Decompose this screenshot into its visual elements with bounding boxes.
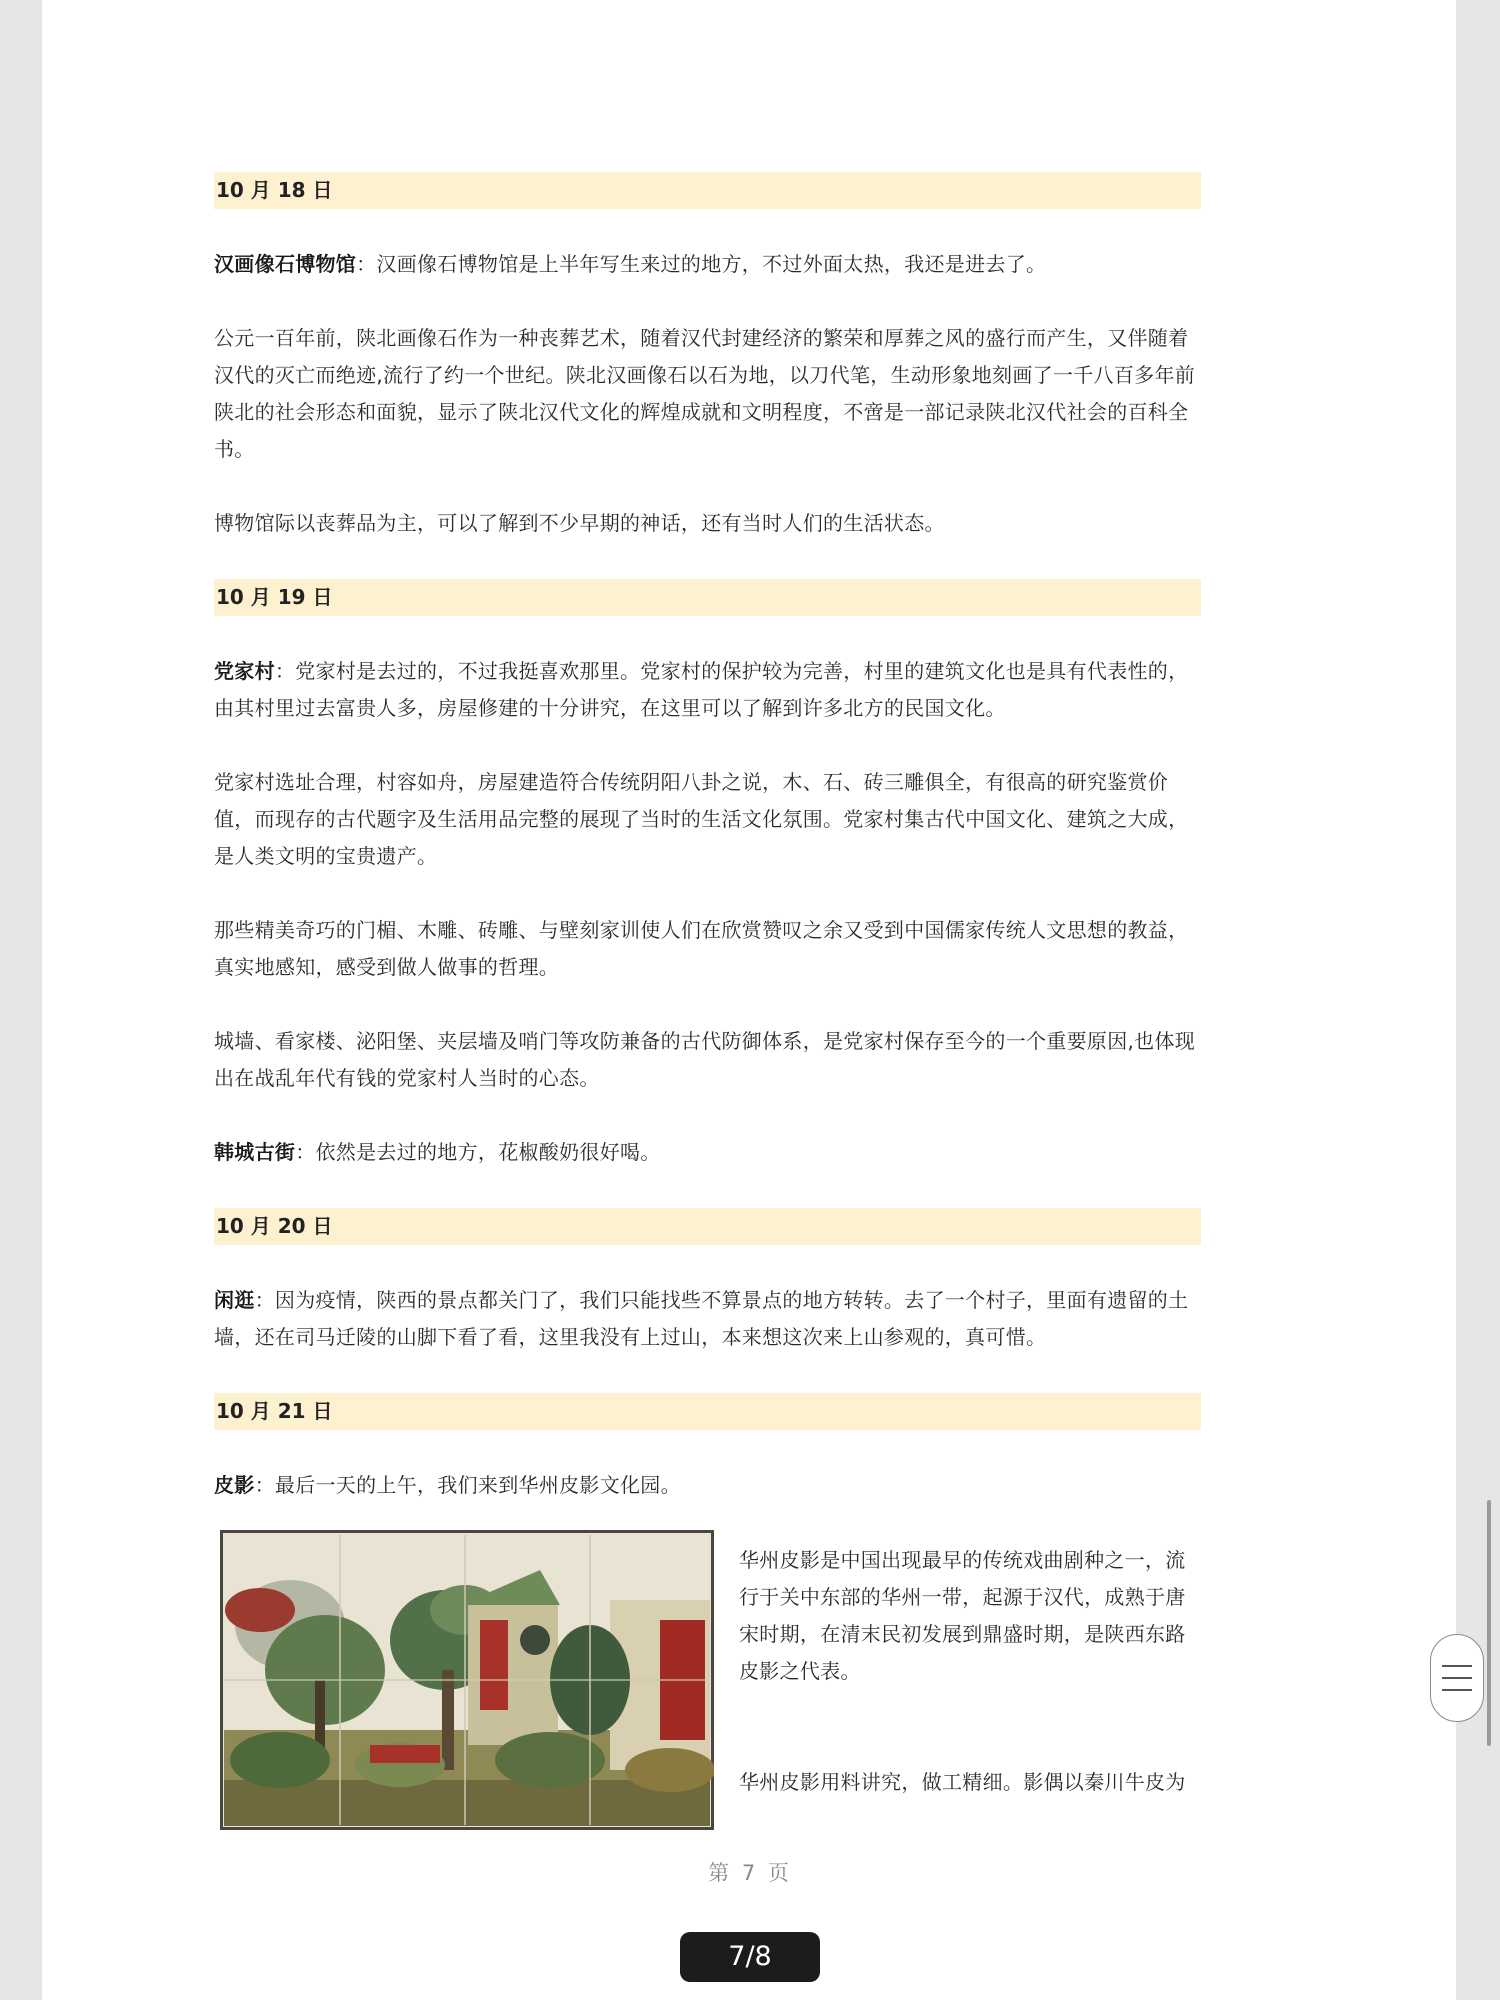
shadow-puppet-image xyxy=(220,1530,714,1830)
paragraph-text: 党家村选址合理，村容如舟，房屋建造符合传统阴阳八卦之说，木、石、砖三雕俱全，有很高的研究鉴赏价值，而现存的古代题字及生活用品完整的展现了当时的生活文化氛围。党家村集古代中国文化、建筑之大成，是人类文明的宝贵遗产。 xyxy=(214,770,1189,868)
paragraph xyxy=(214,653,1201,727)
paragraph xyxy=(214,912,1201,986)
paragraph-text: ：最后一天的上午，我们来到华州皮影文化园。 xyxy=(254,1473,681,1497)
paragraph: 华州皮影是中国出现最早的传统戏曲剧种之一，流行于关中东部的华州一带，起源于汉代，成熟于唐宋时期，在清末民初发展到鼎盛时期，是陕西东路皮影之代表。 xyxy=(739,1548,1186,1683)
date-header: 10 月 21 日 xyxy=(214,1393,1201,1430)
scrollbar-thumb[interactable] xyxy=(1487,1500,1491,1746)
paragraph xyxy=(214,1134,1201,1171)
paragraph: 华州皮影用料讲究，做工精细。影偶以秦川牛皮为 xyxy=(739,1770,1186,1794)
paragraph-text: 城墙、看家楼、泌阳堡、夹层墙及哨门等攻防兼备的古代防御体系，是党家村保存至今的一个重要原因,也体现出在战乱年代有钱的党家村人当时的心态。 xyxy=(214,1029,1196,1090)
page-number-label: 第 7 页 xyxy=(708,1861,792,1885)
paragraph xyxy=(214,1467,1201,1504)
paragraph xyxy=(214,1023,1201,1097)
paragraph xyxy=(214,246,1201,283)
paragraph-heading: 汉画像石博物馆 xyxy=(214,252,357,276)
menu-icon xyxy=(1442,1677,1472,1679)
paragraph xyxy=(214,764,1201,875)
paragraph-text: ：依然是去过的地方，花椒酸奶很好喝。 xyxy=(295,1140,661,1164)
paragraph-text: ：汉画像石博物馆是上半年写生来过的地方，不过外面太热，我还是进去了。 xyxy=(356,252,1047,276)
page-indicator-button[interactable]: 7/8 xyxy=(680,1932,820,1982)
paragraph-heading: 党家村 xyxy=(214,659,275,683)
paragraph-text: 公元一百年前，陕北画像石作为一种丧葬艺术，随着汉代封建经济的繁荣和厚葬之风的盛行而产生，又伴随着汉代的灭亡而绝迹,流行了约一个世纪。陕北汉画像石以石为地，以刀代笔，生动形象地刻画了一千八百多年前陕北的社会形态和面貌，显示了陕北汉代文化的辉煌成就和文明程度，不啻是一部记录陕北汉代社会的百科全书。 xyxy=(214,326,1196,461)
paragraph xyxy=(214,505,1201,542)
date-header: 10 月 19 日 xyxy=(214,579,1201,616)
paragraph-heading: 闲逛 xyxy=(214,1288,255,1312)
paragraph-heading: 皮影 xyxy=(214,1473,255,1497)
paragraph xyxy=(214,320,1201,468)
date-header: 10 月 20 日 xyxy=(214,1208,1201,1245)
photo-row xyxy=(214,1530,1201,1830)
date-header: 10 月 18 日 xyxy=(214,172,1201,209)
paragraph xyxy=(214,1282,1201,1356)
menu-icon xyxy=(1442,1665,1472,1667)
paragraph-text: 那些精美奇巧的门楣、木雕、砖雕、与壁刻家训使人们在欣赏赞叹之余又受到中国儒家传统人文思想的教益，真实地感知，感受到做人做事的哲理。 xyxy=(214,918,1189,979)
menu-button[interactable] xyxy=(1430,1634,1484,1722)
paragraph-heading: 韩城古街 xyxy=(214,1140,296,1164)
menu-icon xyxy=(1442,1689,1472,1691)
shadow-puppet-photo xyxy=(220,1530,714,1830)
paragraph-text: ：党家村是去过的，不过我挺喜欢那里。党家村的保护较为完善，村里的建筑文化也是具有代表性的，由其村里过去富贵人多，房屋修建的十分讲究，在这里可以了解到许多北方的民国文化。 xyxy=(214,659,1189,720)
photo-caption-column xyxy=(739,1542,1201,1801)
document-content xyxy=(214,172,1201,1830)
paragraph-text: ：因为疫情，陕西的景点都关门了，我们只能找些不算景点的地方转转。去了一个村子，里面有遗留的土墙，还在司马迁陵的山脚下看了看，这里我没有上过山，本来想这次来上山参观的，真可惜。 xyxy=(214,1288,1189,1349)
paragraph-text: 博物馆际以丧葬品为主，可以了解到不少早期的神话，还有当时人们的生活状态。 xyxy=(214,511,945,535)
